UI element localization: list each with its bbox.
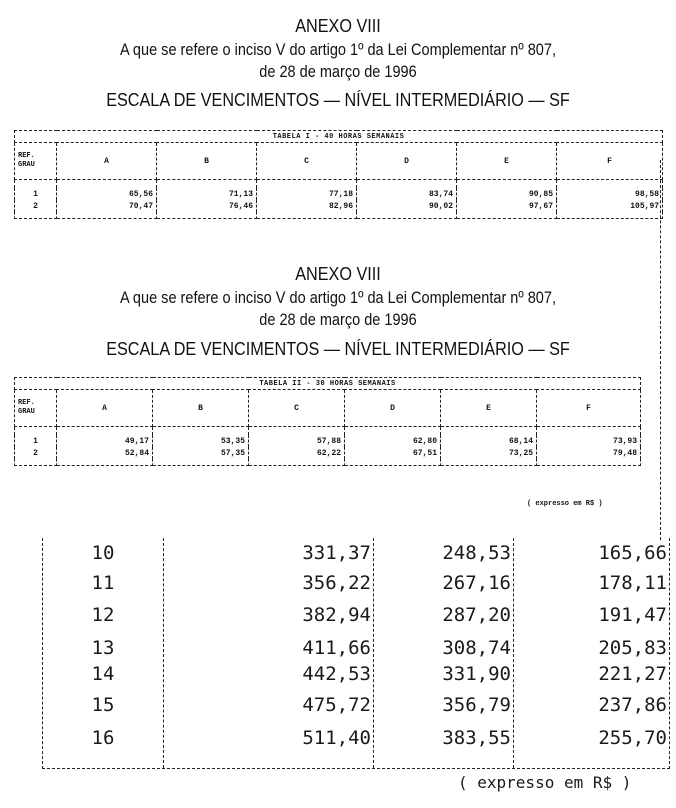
- value-cell: 221,27: [598, 663, 667, 685]
- value-cell: 411,66: [302, 637, 371, 659]
- value-cell: 165,66: [598, 542, 667, 564]
- value-cell: 511,40: [302, 727, 371, 749]
- value-cell: 308,74: [442, 637, 511, 659]
- level-cell: 16: [91, 727, 115, 749]
- column-header: A: [57, 143, 157, 180]
- currency-note: ( expresso em R$ ): [458, 773, 632, 792]
- value-cell: 79,48: [537, 447, 641, 459]
- column-header: C: [249, 390, 345, 427]
- value-cell: 77,18: [257, 188, 357, 200]
- value-cell: 287,20: [442, 604, 511, 626]
- ref-label: REF.: [18, 152, 35, 160]
- level-cell: 14: [91, 663, 115, 685]
- level-cell: 2: [15, 447, 57, 459]
- value-cell: 65,56: [57, 188, 157, 200]
- column-header: F: [557, 143, 663, 180]
- level-cell: 15: [91, 694, 115, 716]
- value-cell: 57,35: [153, 447, 249, 459]
- currency-note-small: ( expresso em R$ ): [527, 500, 603, 508]
- value-cell: 90,85: [457, 188, 557, 200]
- table-row: [43, 538, 669, 568]
- value-cell: 71,13: [157, 188, 257, 200]
- table-row: [43, 659, 669, 689]
- value-cell: 68,14: [441, 435, 537, 447]
- annex-title-2: ANEXO VIII: [295, 264, 381, 284]
- value-cell: 255,70: [598, 727, 667, 749]
- ref-grau-header: [15, 390, 57, 427]
- value-cell: 105,97: [557, 200, 663, 212]
- value-cell: 62,80: [345, 435, 441, 447]
- table-title: TABELA II - 30 HORAS SEMANAIS: [15, 378, 641, 390]
- level-cell: 11: [91, 572, 115, 594]
- table-row: [43, 600, 669, 630]
- annex-title-1: ANEXO VIII: [295, 16, 381, 36]
- table-title: TABELA I - 40 HORAS SEMANAIS: [15, 131, 663, 143]
- value-cell: 62,22: [249, 447, 345, 459]
- value-cell: 82,96: [257, 200, 357, 212]
- value-cell: 191,47: [598, 604, 667, 626]
- scale-title-1: ESCALA DE VENCIMENTOS — NÍVEL INTERMEDIÁRIO — SF: [106, 90, 570, 110]
- value-cell: 331,37: [302, 542, 371, 564]
- value-cell: 382,94: [302, 604, 371, 626]
- column-header: A: [57, 390, 153, 427]
- value-cell: 67,51: [345, 447, 441, 459]
- value-cell: 97,67: [457, 200, 557, 212]
- value-cell: 205,83: [598, 637, 667, 659]
- value-cell: 90,02: [357, 200, 457, 212]
- value-cell: 53,35: [153, 435, 249, 447]
- value-cell: 331,90: [442, 663, 511, 685]
- level-cell: 1: [15, 188, 57, 200]
- column-header: D: [357, 143, 457, 180]
- value-cell: 248,53: [442, 542, 511, 564]
- table-row: [15, 447, 641, 459]
- ref-label: REF.: [18, 399, 35, 407]
- page-border-line: [660, 160, 661, 540]
- value-cell: 383,55: [442, 727, 511, 749]
- date-line-2: de 28 de março de 1996: [259, 311, 417, 329]
- column-header: B: [157, 143, 257, 180]
- column-header: C: [257, 143, 357, 180]
- ref-grau-header: [15, 143, 57, 180]
- value-cell: 52,84: [57, 447, 153, 459]
- level-cell: 2: [15, 200, 57, 212]
- level-cell: 10: [91, 542, 115, 564]
- table-row: [43, 690, 669, 720]
- value-cell: 76,46: [157, 200, 257, 212]
- column-header: F: [537, 390, 641, 427]
- level-cell: 13: [91, 637, 115, 659]
- value-cell: 267,16: [442, 572, 511, 594]
- table-row: [15, 200, 663, 212]
- value-cell: 49,17: [57, 435, 153, 447]
- value-cell: 98,58: [557, 188, 663, 200]
- salary-table-2: [14, 377, 641, 466]
- table-row: [43, 568, 669, 598]
- salary-table-1: [14, 130, 663, 219]
- table-row: [15, 435, 641, 447]
- reference-line-2: A que se refere o inciso V do artigo 1º da Lei Complementar nº 807,: [120, 289, 556, 307]
- reference-line-1: A que se refere o inciso V do artigo 1º da Lei Complementar nº 807,: [120, 41, 556, 59]
- value-cell: 83,74: [357, 188, 457, 200]
- column-header: E: [441, 390, 537, 427]
- value-cell: 73,25: [441, 447, 537, 459]
- value-cell: 442,53: [302, 663, 371, 685]
- salary-table-3: [42, 538, 670, 769]
- grau-label: GRAU: [18, 161, 35, 169]
- grau-label: GRAU: [18, 408, 35, 416]
- table-row: [15, 188, 663, 200]
- column-header: B: [153, 390, 249, 427]
- value-cell: 475,72: [302, 694, 371, 716]
- value-cell: 356,79: [442, 694, 511, 716]
- value-cell: 70,47: [57, 200, 157, 212]
- scale-title-2: ESCALA DE VENCIMENTOS — NÍVEL INTERMEDIÁRIO — SF: [106, 339, 570, 359]
- value-cell: 237,86: [598, 694, 667, 716]
- level-cell: 12: [91, 604, 115, 626]
- column-header: D: [345, 390, 441, 427]
- date-line-1: de 28 de março de 1996: [259, 63, 417, 81]
- value-cell: 57,88: [249, 435, 345, 447]
- value-cell: 73,93: [537, 435, 641, 447]
- table-row: [43, 723, 669, 753]
- value-cell: 178,11: [598, 572, 667, 594]
- value-cell: 356,22: [302, 572, 371, 594]
- level-cell: 1: [15, 435, 57, 447]
- column-header: E: [457, 143, 557, 180]
